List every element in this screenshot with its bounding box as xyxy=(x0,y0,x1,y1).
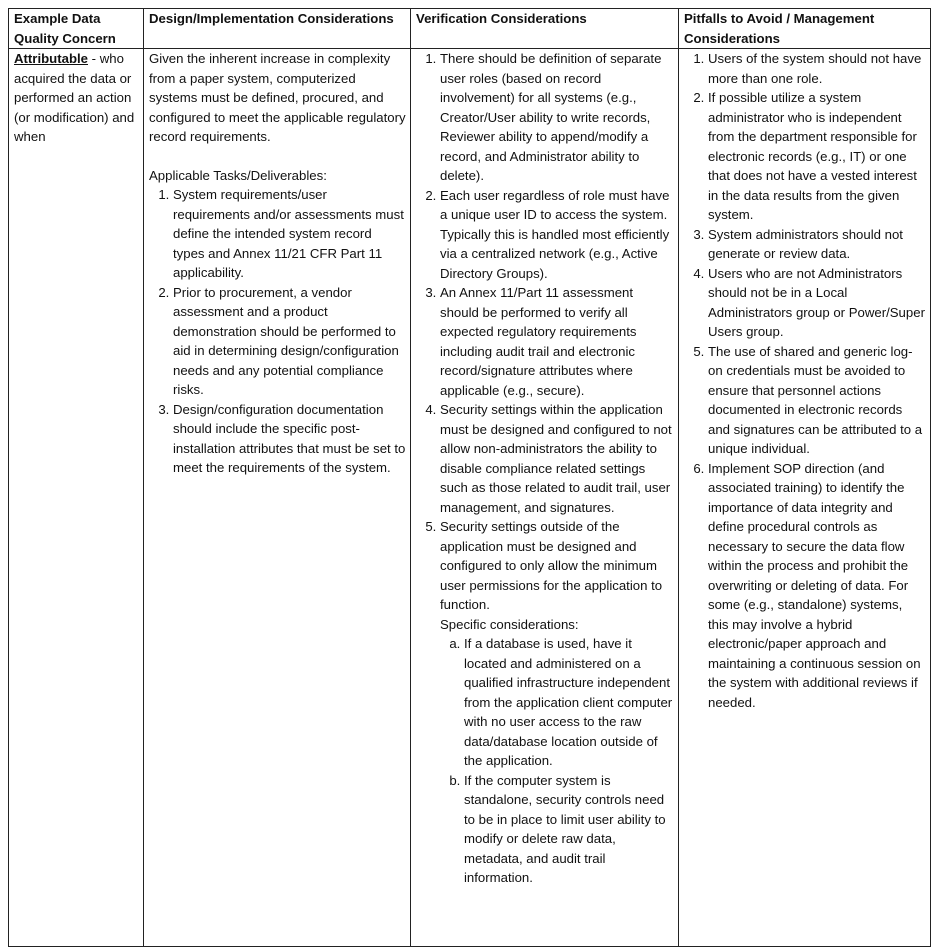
list-item: 2. If possible utilize a system administrator who is independent from the department responsible for electronic records (e.g., IT) or one that does not have a vested interest in the data results from the given system. xyxy=(708,88,926,225)
tasks-label: Applicable Tasks/Deliverables: xyxy=(149,167,327,183)
header-pitfalls: Pitfalls to Avoid / Management Considerations xyxy=(679,9,931,49)
specific-list xyxy=(440,634,674,888)
list-item: 2. Each user regardless of role must have a unique user ID to access the system. Typically this is handled most efficiently via a centralized network (e.g., Active Directory Groups). xyxy=(440,186,674,284)
verification-cell xyxy=(411,49,679,947)
list-item: 3. System administrators should not generate or review data. xyxy=(708,225,926,264)
table-row xyxy=(9,49,931,947)
list-item: b. If the computer system is standalone, security controls need to be in place to limit user ability to modify or delete raw data, metadata, and audit trail information. xyxy=(464,771,674,888)
list-item: 4. Security settings within the application must be designed and configured to not allow non-administrators the ability to disable compliance related settings such as those related to audit trail, user management, and signatures. xyxy=(440,400,674,517)
data-quality-table xyxy=(8,8,931,947)
list-item-text: Security settings outside of the application must be designed and configured to only allow the minimum user permissions for the application to function. xyxy=(440,519,663,612)
list-item: 3. An Annex 11/Part 11 assessment should be performed to verify all expected regulatory requirements including audit trail and electronic record/signature attributes where applicable (e.g., secure). xyxy=(440,283,674,400)
concern-cell xyxy=(9,49,144,947)
list-item: 4. Users who are not Administrators should not be in a Local Administrators group or Power/Super Users group. xyxy=(708,264,926,342)
pitfalls-cell xyxy=(679,49,931,947)
header-row xyxy=(9,9,931,49)
list-item: a. If a database is used, have it located and administered on a qualified infrastructure independent from the application client computer with no user access to the raw data/database location outside of the application. xyxy=(464,634,674,771)
specific-label: Specific considerations: xyxy=(440,616,579,632)
concern-description: - who acquired the data or performed an action (or modification) and when xyxy=(14,51,135,144)
list-item: 1. System requirements/user requirements and/or assessments must define the intended system record types and Annex 11/21 CFR Part 11 applicability. xyxy=(173,185,406,283)
list-item xyxy=(440,517,674,888)
list-item: 5. The use of shared and generic log-on credentials must be avoided to ensure that personnel actions documented in electronic records and signatures can be attributed to a unique individual. xyxy=(708,342,926,459)
list-item: 1. There should be definition of separate user roles (based on record involvement) for all systems (e.g., Creator/User ability to write records, Reviewer ability to append/modify a record, and Administrator ability to delete). xyxy=(440,49,674,186)
list-item: 2. Prior to procurement, a vendor assessment and a product demonstration should be performed to aid in determining design/configuration needs and any potential compliance risks. xyxy=(173,283,406,400)
header-concern: Example Data Quality Concern xyxy=(9,9,144,49)
pitfalls-list xyxy=(684,49,926,712)
tasks-list xyxy=(149,185,406,478)
list-item: 1. Users of the system should not have more than one role. xyxy=(708,49,926,88)
design-cell xyxy=(144,49,411,947)
header-verification: Verification Considerations xyxy=(411,9,679,49)
verification-list xyxy=(416,49,674,888)
list-item: 6. Implement SOP direction (and associated training) to identify the importance of data integrity and define procedural controls as necessary to secure the data flow within the process and prohibit the overwriting or deleting of data. For some (e.g., standalone) systems, this may involve a hybrid electronic/paper approach and maintaining a continuous session on the system with additional reviews if needed. xyxy=(708,459,926,713)
concern-term: Attributable xyxy=(14,51,88,66)
design-intro: Given the inherent increase in complexity from a paper system, computerized systems must be defined, procured, and configured to meet the applicable regulatory record requirements. xyxy=(149,51,406,144)
header-design: Design/Implementation Considerations xyxy=(144,9,411,49)
list-item: 3. Design/configuration documentation should include the specific post-installation attributes that must be set to meet the requirements of the system. xyxy=(173,400,406,478)
